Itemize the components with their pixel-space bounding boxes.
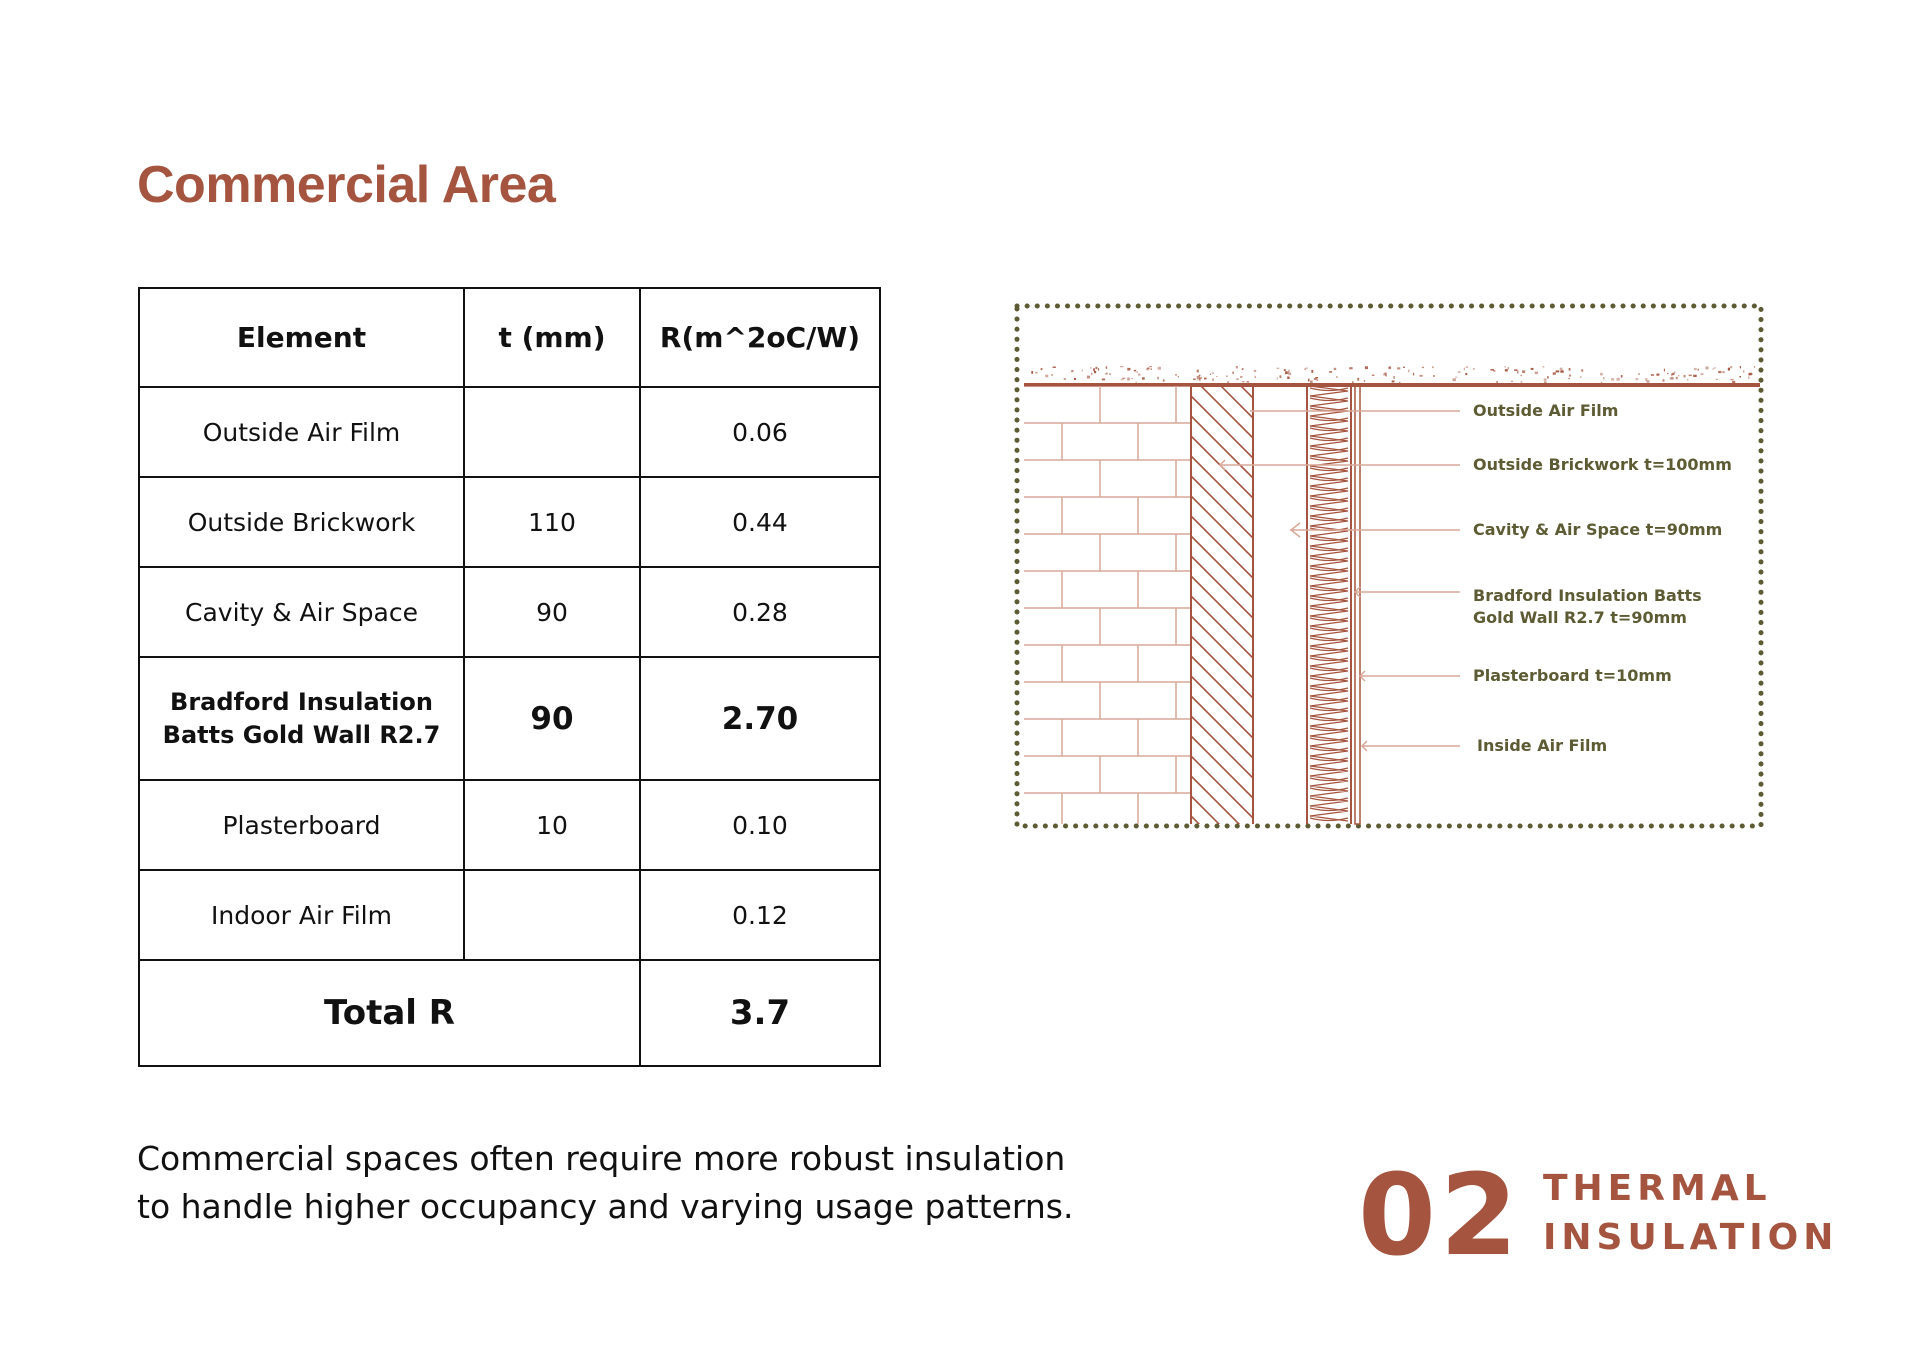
table-row — [139, 567, 880, 657]
table-row — [139, 477, 880, 567]
label-plasterboard: Plasterboard t=10mm — [1473, 666, 1672, 685]
table-total-row — [139, 960, 880, 1066]
page-title: Commercial Area — [137, 156, 556, 214]
thickness-cell — [464, 870, 640, 960]
label-outside-air-film: Outside Air Film — [1473, 401, 1619, 420]
label-insulation-line1: Bradford Insulation Batts — [1473, 586, 1702, 605]
ground-speckle-texture — [1031, 366, 1755, 384]
section-number: 02 — [1358, 1151, 1522, 1281]
table-row — [139, 780, 880, 870]
column-header-r-value: R(m^2oC/W) — [640, 288, 880, 387]
element-cell: Outside Air Film — [139, 387, 464, 477]
insulation-batt-layer — [1307, 386, 1351, 824]
r-value-cell: 0.10 — [640, 780, 880, 870]
element-cell: Plasterboard — [139, 780, 464, 870]
thickness-cell: 90 — [464, 657, 640, 780]
label-inside-air-film: Inside Air Film — [1477, 736, 1608, 755]
section-title-line1: THERMAL — [1543, 1168, 1772, 1209]
r-value-table — [138, 287, 881, 1067]
element-cell — [139, 657, 464, 780]
element-cell: Indoor Air Film — [139, 870, 464, 960]
table-header-row — [139, 288, 880, 387]
wall-section-diagram — [1010, 296, 1790, 836]
hatched-brickwork-layer — [1191, 336, 1253, 836]
r-value-cell: 0.06 — [640, 387, 880, 477]
label-cavity: Cavity & Air Space t=90mm — [1473, 520, 1723, 539]
element-line: Batts Gold Wall R2.7 — [162, 720, 441, 749]
element-cell: Outside Brickwork — [139, 477, 464, 567]
thickness-cell: 10 — [464, 780, 640, 870]
label-outside-brickwork: Outside Brickwork t=100mm — [1473, 455, 1732, 474]
section-title-line2: INSULATION — [1543, 1217, 1839, 1258]
description — [137, 1135, 1117, 1231]
r-value-cell: 2.70 — [640, 657, 880, 780]
element-cell: Cavity & Air Space — [139, 567, 464, 657]
brick-wall-pattern — [1024, 386, 1191, 830]
table-row — [139, 870, 880, 960]
label-insulation-line2: Gold Wall R2.7 t=90mm — [1473, 608, 1687, 627]
thickness-cell: 90 — [464, 567, 640, 657]
description-line: Commercial spaces often require more robust insulation — [137, 1139, 1066, 1178]
r-value-cell: 0.44 — [640, 477, 880, 567]
total-value: 3.7 — [640, 960, 880, 1066]
description-line: to handle higher occupancy and varying usage patterns. — [137, 1187, 1074, 1226]
r-value-cell: 0.28 — [640, 567, 880, 657]
r-value-cell: 0.12 — [640, 870, 880, 960]
column-header-thickness: t (mm) — [464, 288, 640, 387]
plasterboard-layer — [1355, 386, 1360, 824]
total-label: Total R — [139, 960, 640, 1066]
table-row-highlighted — [139, 657, 880, 780]
column-header-element: Element — [139, 288, 464, 387]
table-row — [139, 387, 880, 477]
thickness-cell — [464, 387, 640, 477]
element-line: Bradford Insulation — [170, 687, 433, 716]
thickness-cell: 110 — [464, 477, 640, 567]
